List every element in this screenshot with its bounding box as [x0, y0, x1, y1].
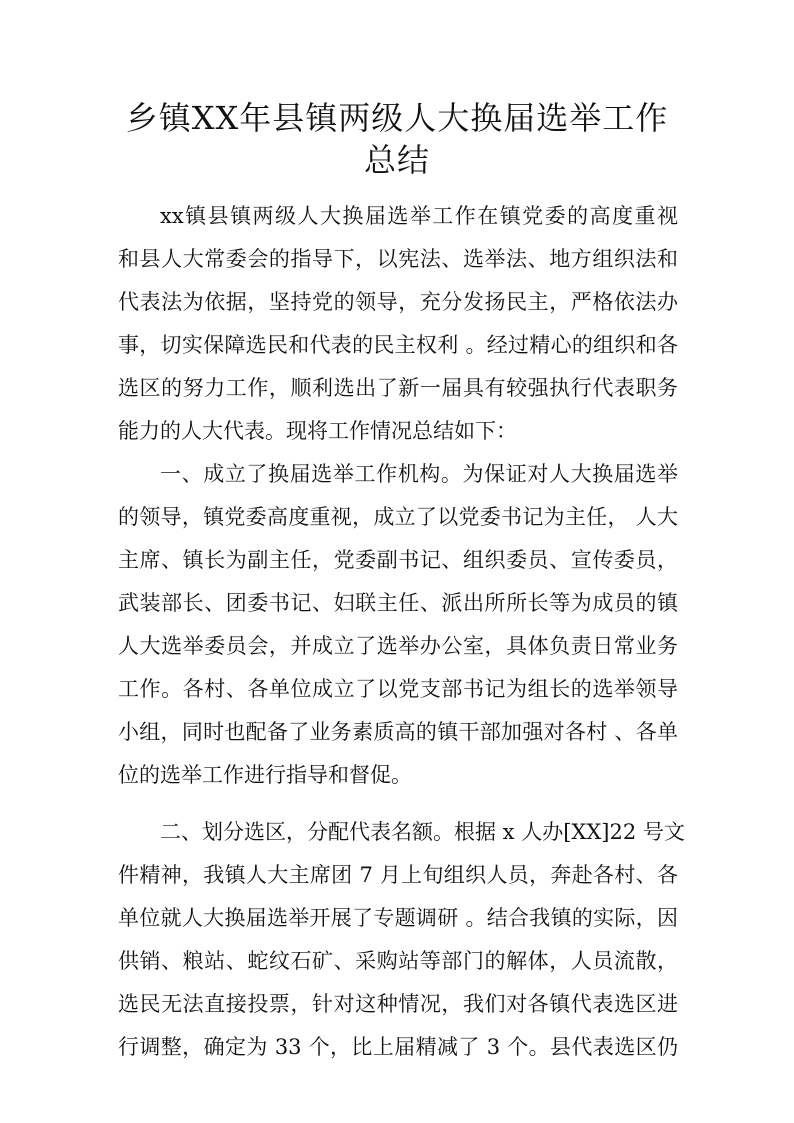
paragraph-2-line-7: 小组，同时也配备了业务素质高的镇干部加强对各村 、各单 — [118, 720, 678, 744]
paragraph-1-line-6: 能力的人大代表。现将工作情况总结如下： — [118, 419, 517, 443]
paragraph-3-line-2: 件精神，我镇人大主席团 7 月上旬组织人员，奔赴各村、各 — [118, 863, 678, 887]
document-title-line-1: 乡镇XX年县镇两级人大换届选举工作 — [125, 99, 669, 137]
paragraph-1-line-3: 代表法为依据，坚持党的领导，充分发扬民主，严格依法办 — [118, 290, 678, 314]
paragraph-3-line-5: 选民无法直接投票，针对这种情况，我们对各镇代表选区进 — [118, 992, 678, 1016]
paragraph-2-line-5: 人大选举委员会，并成立了选举办公室，具体负责日常业务 — [118, 634, 678, 658]
paragraph-2-line-1: 一、成立了换届选举工作机构。为保证对人大换届选举 — [160, 462, 678, 486]
paragraph-1-line-5: 选区的努力工作，顺利选出了新一届具有较强执行代表职务 — [118, 376, 678, 400]
paragraph-2-line-4: 武装部长、团委书记、妇联主任、派出所所长等为成员的镇 — [118, 591, 678, 615]
paragraph-2-line-6: 工作。各村、各单位成立了以党支部书记为组长的选举领导 — [118, 677, 678, 701]
paragraph-2-line-8: 位的选举工作进行指导和督促。 — [118, 763, 412, 787]
paragraph-1-line-4: 事，切实保障选民和代表的民主权利 。经过精心的组织和各 — [118, 333, 678, 357]
paragraph-2-line-3: 主席、镇长为副主任，党委副书记、组织委员、宣传委员， — [118, 548, 678, 572]
paragraph-1-line-1: xx镇县镇两级人大换届选举工作在镇党委的高度重视 — [160, 204, 678, 228]
document-title-line-2: 总结 — [363, 141, 430, 179]
paragraph-3-line-4: 供销、粮站、蛇纹石矿、采购站等部门的解体，人员流散， — [118, 949, 678, 973]
paragraph-3-line-1: 二、划分选区，分配代表名额。根据 x 人办[XX]22 号文 — [160, 820, 685, 844]
paragraph-2-line-2: 的领导，镇党委高度重视，成立了以党委书记为主任， 人大 — [118, 505, 678, 529]
paragraph-3-line-3: 单位就人大换届选举开展了专题调研 。结合我镇的实际，因 — [118, 906, 678, 930]
paragraph-3-line-6: 行调整，确定为 33 个，比上届精减了 3 个。县代表选区仍 — [118, 1035, 678, 1059]
paragraph-1-line-2: 和县人大常委会的指导下，以宪法、选举法、地方组织法和 — [118, 247, 678, 271]
